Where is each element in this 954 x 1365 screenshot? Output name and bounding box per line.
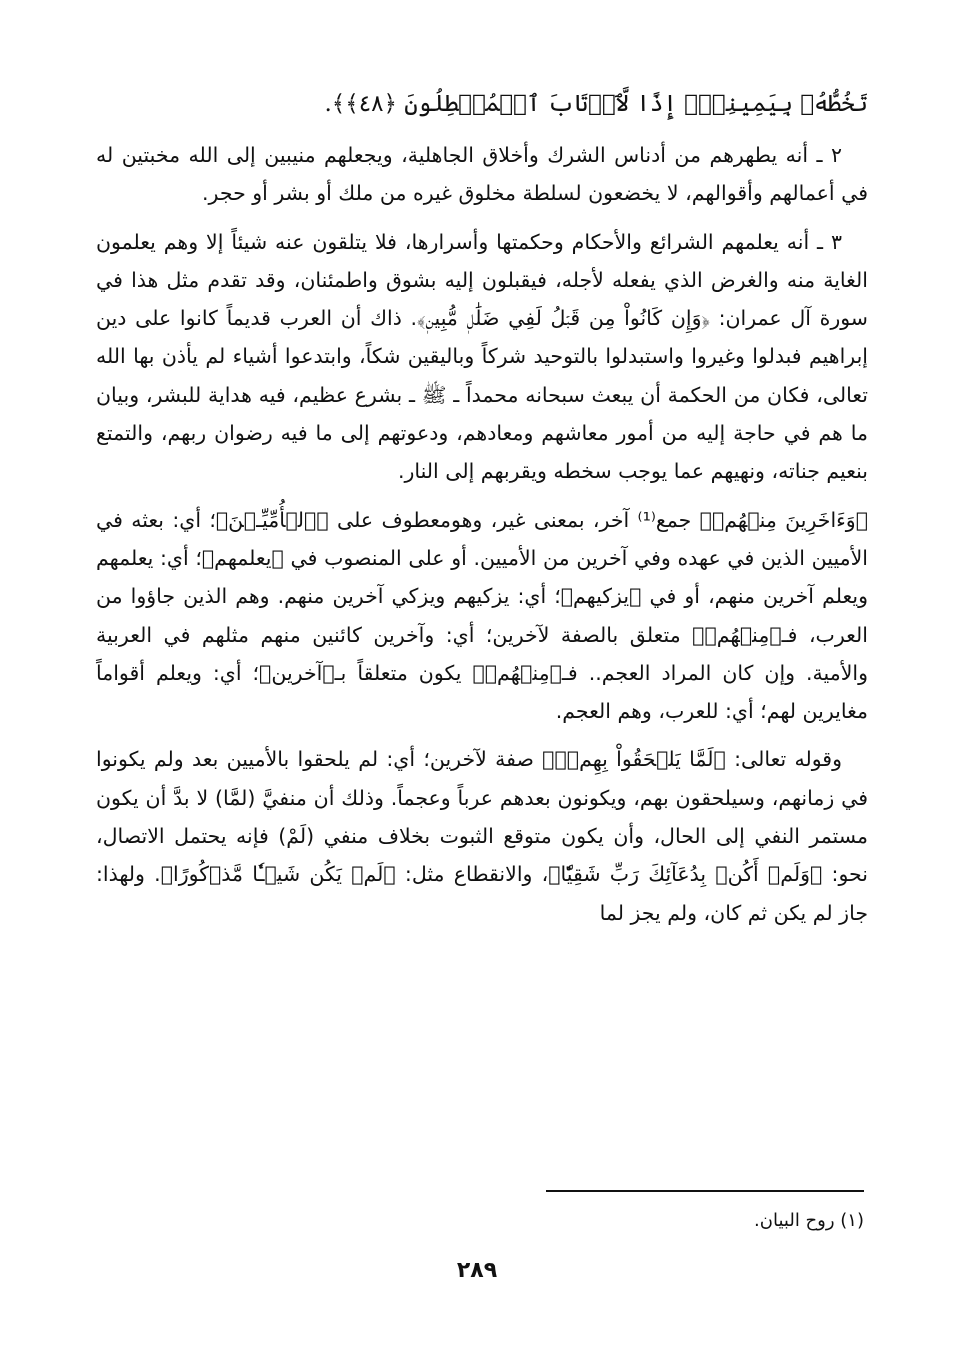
paragraph-text: ﴿وَءَاخَرِينَ مِنۡهُمۡ﴾ جمع⁽¹⁾ آخر، بمعنى غير، وهومعطوف على ﴿ٱلۡأُمِّيِّـۧنَ﴾؛ أي: بعثه في الأميين الذين في عهده وفي آخرين من الأميين. أو على المنصوب في ﴿يعلمهم﴾؛ أي: يعلمهم ويعلم آخرين منهم، أو في ﴿يزكيهم﴾؛ أي: يزكيهم ويزكي آخرين منهم. وهم الذين جاؤوا من العرب، فـ﴿مِنۡهُمۡ﴾ متعلق بالصفة لآخرين؛ أي: وآخرين كائنين منهم مثلهم في العربية والأمية. وإن كان المراد العجم.. فـ﴿مِنۡهُمۡ﴾ يكون متعلقاً بـ﴿آخرين﴾؛ أي: ويعلم أقواماً مغايرين لهم؛ أي: للعرب، وهم العجم. [96, 507, 868, 724]
page-body [96, 78, 868, 932]
paragraph-wa-akharin [96, 501, 868, 731]
paragraph-text: وقوله تعالى: ﴿لَمَّا يَلۡحَقُواْ بِهِمۡۚ﴾ صفة لآخرين؛ أي: لم يلحقوا بالأميين بعد ولم يكونوا في زمانهم، وسيلحقون بهم، ويكونون بعدهم عرباً وعجماً. وذلك أن منفيَّ (لمَّا) لا بدَّ أن يكون مستمر النفي إلى الحال، وأن يكون متوقع الثبوت بخلاف منفي (لَمْ) فإنه يحتمل الاتصال، نحو: ﴿وَلَمۡ أَكُنۢ بِدُعَآئِكَ رَبِّ شَقِيّٗا﴾، والانقطاع مثل: ﴿لَمۡ يَكُن شَيۡـٔٗا مَّذۡكُورًا﴾. ولهذا: جاز لم يكن ثم كان، ولم يجز لما [96, 747, 868, 925]
paragraph-point-2 [96, 136, 868, 213]
paragraph-text: ٢ ـ أنه يطهرهم من أدناس الشرك وأخلاق الجاهلية، ويجعلهم منيبين إلى الله مخبتين له في أعمالهم وأقوالهم، لا يخضعون لسلطة مخلوق غيره من ملك أو بشر أو حجر. [96, 143, 868, 206]
paragraph-lamma-yalhaqu [96, 740, 868, 931]
footnote: (١) روح البيان. [754, 1210, 864, 1231]
paragraph-point-3 [96, 223, 868, 491]
paragraph-text: ٣ ـ أنه يعلمهم الشرائع والأحكام وحكمتها وأسرارها، فلا يتلقون عنه شيئاً إلا وهم يعلمون الغاية منه والغرض الذي يفعله لأجله، فيقبلون إليه بشوق واطمئنان، وقد تقدم مثل هذا في سورة آل عمران: ﴿وَإِن كَانُواْ مِن قَبۡلُ لَفِي ضَلَٰلٖ مُّبِينٖ﴾. ذاك أن العرب قديماً كانوا على دين إبراهيم فبدلوا وغيروا واستبدلوا بالتوحيد شركاً وباليقين شكاً، وابتدعوا أشياء لم يأذن بها الله تعالى، فكان من الحكمة أن يبعث سبحانه محمداً ـ ﷺ ـ بشرع عظيم، فيه هداية للبشر، وبيان ما هم في حاجة إليه من أمور معاشهم ومعادهم، ودعوتهم إلى ما فيه رضوان ربهم، والتمتع بنعيم جناته، ونهيهم عما يوجب سخطه ويقربهم إلى النار. [96, 229, 868, 484]
footnote-divider [546, 1190, 864, 1192]
page-number: ٢٨٩ [456, 1258, 498, 1283]
quran-verse-continuation: تَخُطُّهُۥ بِيَمِينِكَۖ إِذًا لَّٱرۡتَابَ ٱلۡمُبۡطِلُونَ ﴿٤٨﴾﴾. [324, 91, 868, 117]
